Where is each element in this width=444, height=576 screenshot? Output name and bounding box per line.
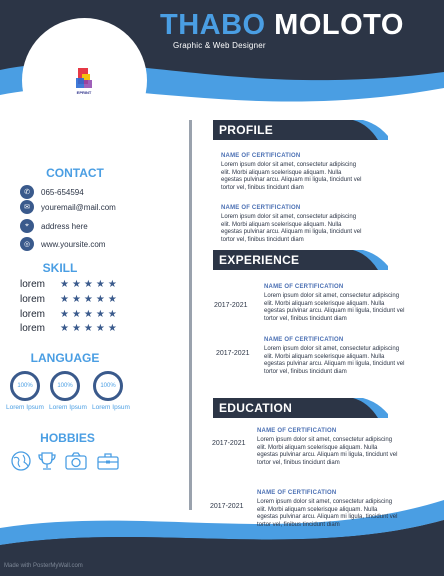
cert-description: Lorem ipsum dolor sit amet, consectetur adipiscing elit. Morbi aliquam scelerisque aliquam. Nulla egestas pulvinar arcu. Aliquam mi ligula, tincidunt vel tortor vel, finibus tincidunt diam [264,293,405,322]
skill-title: SKILL [42,261,78,275]
phone-text: 065-654594 [41,187,84,197]
star-rating: ★★★★★ [60,309,120,320]
cert-description: Lorem ipsum dolor sit amet, consectetur adipiscing elit. Morbi aliquam scelerisque aliquam. Nulla egestas pulvinar arcu. Aliquam mi ligula, tincidunt vel tortor vel, finibus tincidunt diam [221,162,362,191]
trophy-icon [35,450,59,472]
email-icon: ✉ [20,200,34,214]
cert-description: Lorem ipsum dolor sit amet, consectetur adipiscing elit. Morbi aliquam scelerisque aliquam. Nulla egestas pulvinar arcu. Aliquam mi ligula, tincidunt vel tortor vel, finibus tincidunt diam [257,437,398,466]
briefcase-icon [96,450,120,472]
contact-phone [20,185,84,199]
cert-heading: NAME OF CERTIFICATION [257,428,337,434]
skill-label: lorem [20,279,46,290]
watermark: Made with PosterMyWall.com [4,563,83,569]
skill-row [20,309,140,320]
job-title: Graphic & Web Designer [173,41,266,50]
language-title: LANGUAGE [30,351,100,365]
hobbies-title: HOBBIES [40,431,95,445]
full-name [160,10,404,40]
cert-description: Lorem ipsum dolor sit amet, consectetur adipiscing elit. Morbi aliquam scelerisque aliquam. Nulla egestas pulvinar arcu. Aliquam mi ligula, tincidunt vel tortor vel, finibus tincidunt diam [264,346,405,375]
skill-row [20,323,140,334]
skill-label: lorem [20,294,46,305]
phone-icon: ✆ [20,185,34,199]
cert-description: Lorem ipsum dolor sit amet, consectetur adipiscing elit. Morbi aliquam scelerisque aliquam. Nulla egestas pulvinar arcu. Aliquam mi ligula, tincidunt vel tortor vel, finibus tincidunt diam [221,214,362,243]
education-year: 2017-2021 [210,503,244,510]
cert-heading: NAME OF CERTIFICATION [257,490,337,496]
profile-title: PROFILE [219,123,274,137]
contact-email [20,200,116,214]
camera-icon [64,450,88,472]
skill-label: lorem [20,309,46,320]
experience-year: 2017-2021 [216,350,250,357]
language-ring: 100% [10,371,40,401]
star-rating: ★★★★★ [60,279,120,290]
vertical-divider [189,120,192,510]
first-name: THABO [160,9,266,41]
cert-heading: NAME OF CERTIFICATION [221,205,301,211]
experience-year: 2017-2021 [214,302,248,309]
language-ring: 100% [50,371,80,401]
logo-text: EPRINT [76,90,92,95]
email-text: youremail@mail.com [41,202,116,212]
education-title: EDUCATION [219,401,293,415]
last-name: MOLOTO [274,9,404,41]
website-text: www.yoursite.com [41,239,106,249]
star-rating: ★★★★★ [60,323,120,334]
cert-heading: NAME OF CERTIFICATION [221,153,301,159]
cert-description: Lorem ipsum dolor sit amet, consectetur adipiscing elit. Morbi aliquam scelerisque aliquam. Nulla egestas pulvinar arcu. Aliquam mi ligula, tincidunt vel tortor vel, finibus tincidunt diam [257,499,398,528]
education-year: 2017-2021 [212,440,246,447]
language-ring: 100% [93,371,123,401]
language-label: Lorem Ipsum [6,404,44,411]
globe-icon [9,450,33,472]
language-label: Lorem Ipsum [92,404,130,411]
contact-website [20,237,105,251]
contact-title: CONTACT [46,166,104,180]
language-label: Lorem Ipsum [49,404,87,411]
skill-label: lorem [20,323,46,334]
address-text: address here [41,221,88,231]
star-rating: ★★★★★ [60,294,120,305]
globe-icon: ◎ [20,237,34,251]
skill-row [20,279,140,290]
skill-row [20,294,140,305]
cert-heading: NAME OF CERTIFICATION [264,337,344,343]
cert-heading: NAME OF CERTIFICATION [264,284,344,290]
location-icon: ⌖ [20,219,34,233]
experience-title: EXPERIENCE [219,253,300,267]
contact-address [20,219,88,233]
